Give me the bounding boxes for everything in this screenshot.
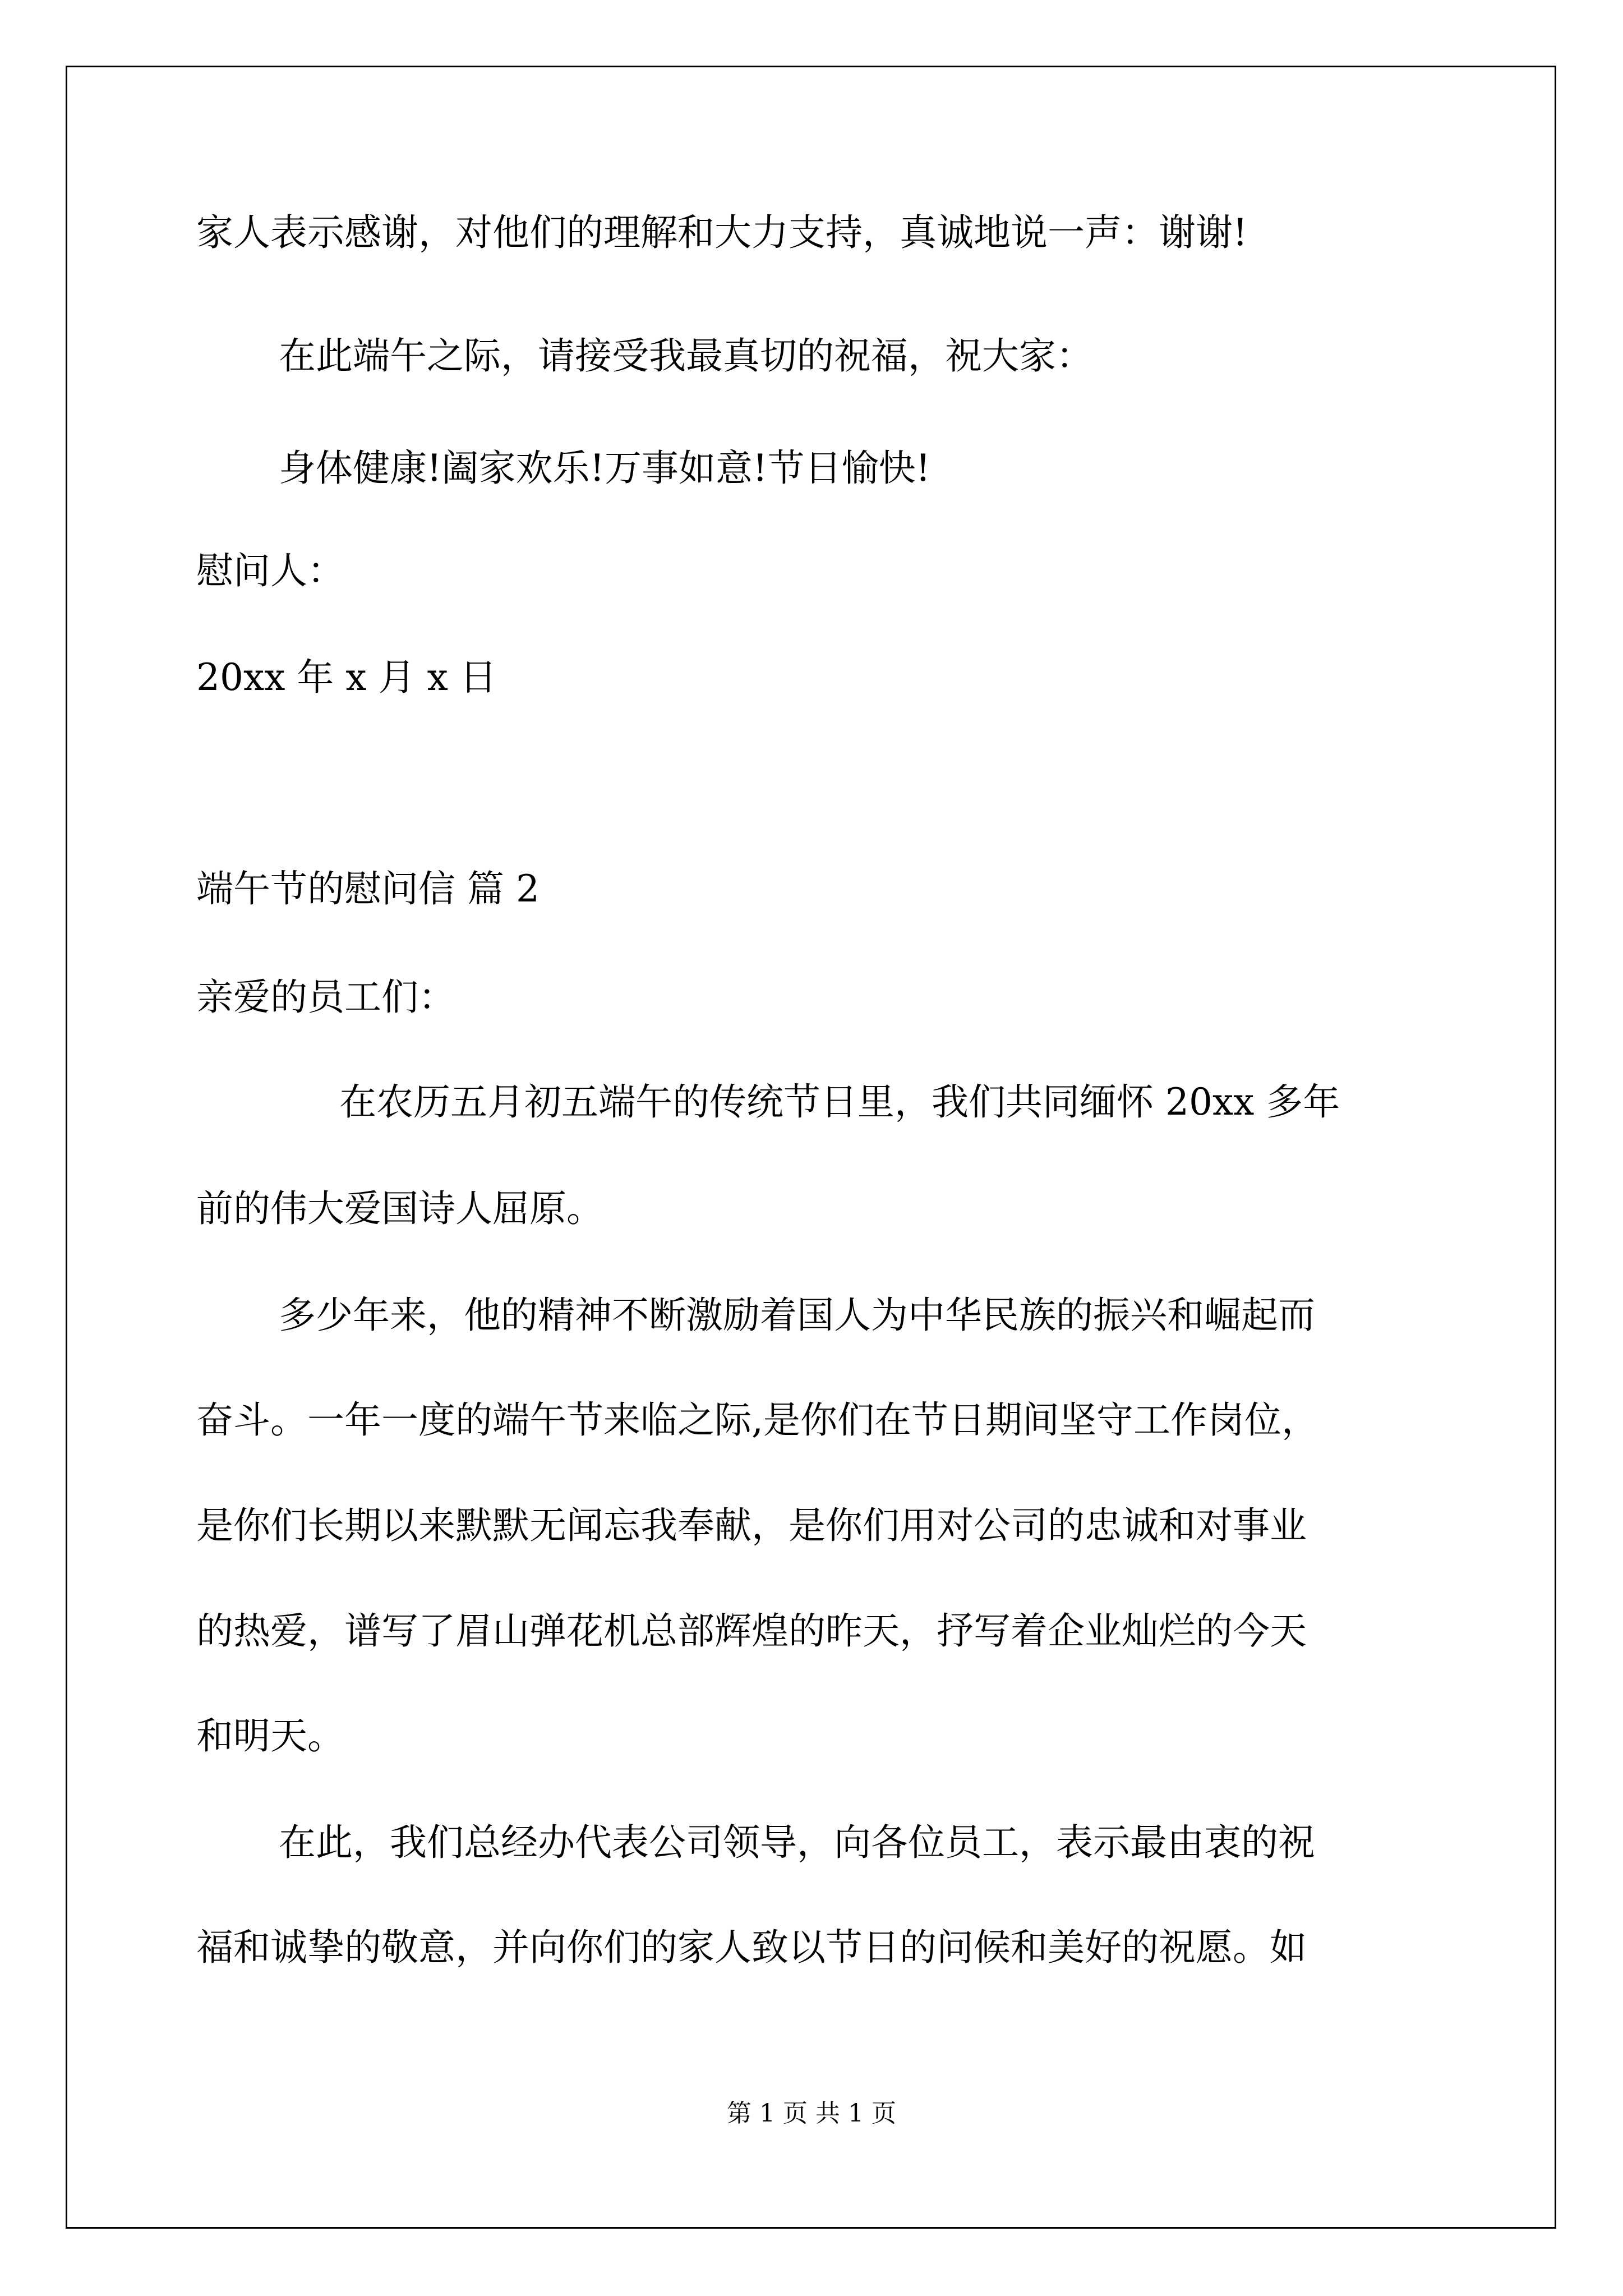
paragraph-line: 身体健康!阖家欢乐!万事如意!节日愉快! [279,447,931,490]
page-footer: 第 1 页 共 1 页 [727,2099,896,2128]
page-border [66,66,1556,2229]
paragraph-line: 多少年来，他的精神不断激励着国人为中华民族的振兴和崛起而 [279,1294,1315,1337]
paragraph-line: 在农历五月初五端午的传统节日里，我们共同缅怀 20xx 多年 [339,1080,1340,1124]
signature-label: 慰问人： [196,549,344,592]
paragraph-line: 的热爱，谱写了眉山弹花机总部辉煌的昨天，抒写着企业灿烂的今天 [196,1609,1307,1653]
paragraph-line: 是你们长期以来默默无闻忘我奉献，是你们用对公司的忠诚和对事业 [196,1504,1307,1547]
paragraph-line: 家人表示感谢，对他们的理解和大力支持，真诚地说一声：谢谢! [196,211,1248,254]
date-line: 20xx 年 x 月 x 日 [196,656,497,699]
paragraph-line: 和明天。 [196,1714,344,1757]
paragraph-line: 在此，我们总经办代表公司领导，向各位员工，表示最由衷的祝 [279,1821,1315,1864]
paragraph-line: 在此端午之际，请接受我最真切的祝福，祝大家： [279,334,1093,378]
paragraph-line: 福和诚挚的敬意，并向你们的家人致以节日的问候和美好的祝愿。如 [196,1926,1307,1969]
section-heading: 端午节的慰问信 篇 2 [196,867,540,910]
paragraph-line: 前的伟大爱国诗人屈原。 [196,1187,603,1230]
paragraph-line: 奋斗。一年一度的端午节来临之际,是你们在节日期间坚守工作岗位， [196,1398,1318,1442]
salutation: 亲爱的员工们： [196,976,455,1019]
